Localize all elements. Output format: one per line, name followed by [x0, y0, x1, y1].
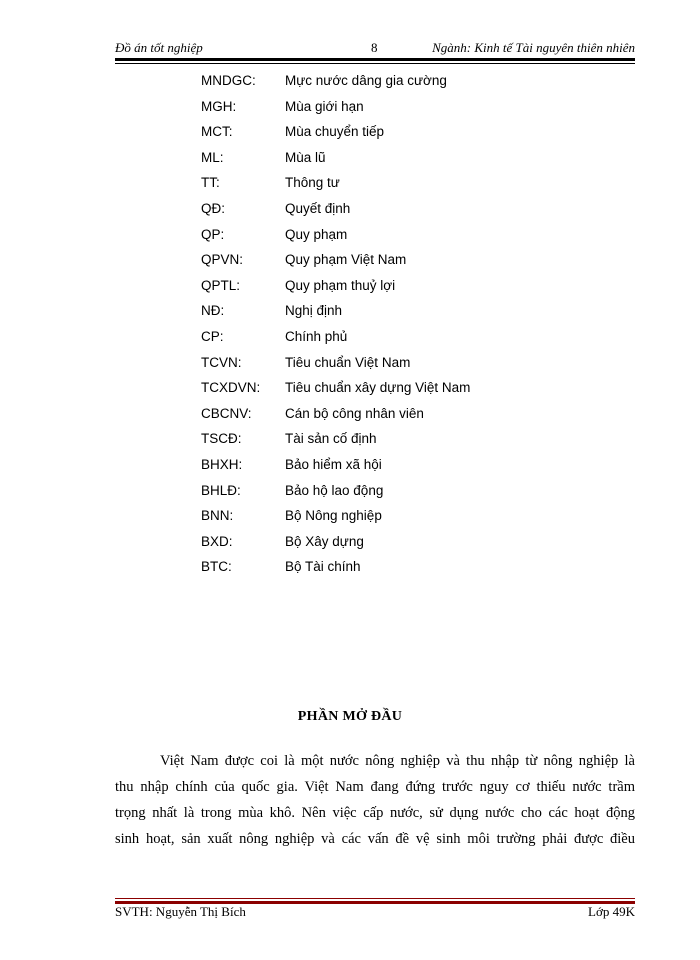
abbreviation-description: Tiêu chuẩn Việt Nam	[285, 354, 411, 370]
abbreviation-code: BXD:	[201, 533, 233, 549]
abbreviation-description: Chính phủ	[285, 328, 348, 344]
abbreviation-row	[201, 199, 541, 225]
abbreviation-row	[201, 429, 541, 455]
abbreviation-row	[201, 532, 541, 558]
paragraph-line: trọng nhất là trong mùa khô. Nên việc cấp nước, sử dụng nước cho các hoạt động	[115, 805, 635, 821]
abbreviation-description: Quy phạm	[285, 226, 348, 242]
abbreviation-description: Cán bộ công nhân viên	[285, 405, 424, 421]
header-rule-thick	[115, 58, 635, 61]
abbreviation-code: MGH:	[201, 98, 237, 114]
abbreviation-code: ML:	[201, 149, 224, 165]
abbreviation-description: Bộ Xây dựng	[285, 533, 364, 549]
paragraph-line: Việt Nam được coi là một nước nông nghiệp và thu nhập từ nông nghiệp là	[160, 753, 635, 769]
abbreviation-row	[201, 327, 541, 353]
abbreviation-code: QPVN:	[201, 252, 244, 268]
header-major-label: Ngành: Kinh tế Tài nguyên thiên nhiên	[432, 40, 635, 55]
abbreviation-code: BHXH:	[201, 456, 243, 472]
abbreviation-description: Mùa giới hạn	[285, 98, 364, 114]
header-rule-thin	[115, 63, 635, 64]
abbreviation-list	[201, 71, 541, 583]
abbreviation-row	[201, 455, 541, 481]
abbreviation-row	[201, 378, 541, 404]
paragraph-line: sinh hoạt, sản xuất nông nghiệp và các vấn đề vệ sinh môi trường phải được điều	[115, 831, 635, 847]
abbreviation-row	[201, 148, 541, 174]
abbreviation-row	[201, 97, 541, 123]
abbreviation-row	[201, 276, 541, 302]
abbreviation-description: Mùa lũ	[285, 149, 326, 165]
abbreviation-code: MNDGC:	[201, 73, 256, 88]
abbreviation-row	[201, 404, 541, 430]
abbreviation-row	[201, 225, 541, 251]
abbreviation-row	[201, 250, 541, 276]
abbreviation-code: TCVN:	[201, 354, 242, 370]
abbreviation-code: TSCĐ:	[201, 431, 242, 447]
abbreviation-code: QPTL:	[201, 277, 241, 293]
abbreviation-code: QP:	[201, 226, 225, 242]
abbreviation-description: Bảo hộ lao động	[285, 482, 384, 498]
abbreviation-code: QĐ:	[201, 200, 226, 216]
intro-paragraph	[115, 748, 635, 852]
abbreviation-row	[201, 557, 541, 583]
paragraph-line: thu nhập chính của quốc gia. Việt Nam đang đứng trước nguy cơ thiếu nước trầm	[115, 779, 635, 795]
abbreviation-row	[201, 122, 541, 148]
abbreviation-description: Quy phạm Việt Nam	[285, 252, 407, 268]
abbreviation-code: MCT:	[201, 124, 233, 140]
abbreviation-row	[201, 481, 541, 507]
abbreviation-code: TT:	[201, 175, 220, 191]
footer-student-name: SVTH: Nguyễn Thị Bích	[115, 904, 246, 919]
abbreviation-code: TCXDVN:	[201, 380, 261, 396]
header-rule	[115, 58, 635, 64]
abbreviation-row	[201, 353, 541, 379]
abbreviation-row	[201, 301, 541, 327]
abbreviation-row	[201, 71, 541, 97]
abbreviation-description: Tài sản cố định	[285, 431, 377, 447]
footer-rule-thin	[115, 898, 635, 899]
header-thesis-label: Đồ án tốt nghiệp	[115, 40, 203, 55]
footer-class: Lớp 49K	[588, 904, 635, 919]
abbreviation-code: CP:	[201, 328, 224, 344]
abbreviation-code: BNN:	[201, 508, 234, 524]
abbreviation-description: Tiêu chuẩn xây dựng Việt Nam	[285, 380, 471, 396]
abbreviation-row	[201, 173, 541, 199]
abbreviation-description: Quyết định	[285, 200, 351, 216]
abbreviation-description: Nghị định	[285, 303, 343, 319]
page-number: 8	[371, 40, 378, 55]
abbreviation-description: Bảo hiểm xã hội	[285, 456, 382, 472]
abbreviation-code: BTC:	[201, 559, 232, 575]
abbreviation-description: Bộ Tài chính	[285, 559, 361, 575]
abbreviation-code: NĐ:	[201, 303, 225, 319]
abbreviation-description: Bộ Nông nghiệp	[285, 508, 382, 524]
abbreviation-description: Thông tư	[285, 175, 340, 191]
abbreviation-description: Mùa chuyển tiếp	[285, 124, 385, 140]
abbreviation-row	[201, 506, 541, 532]
abbreviation-code: BHLĐ:	[201, 482, 241, 498]
abbreviation-description: Quy phạm thuỷ lợi	[285, 277, 396, 293]
abbreviation-description: Mực nước dâng gia cường	[285, 73, 447, 88]
page-header	[115, 40, 635, 60]
section-title: PHẦN MỞ ĐẦU	[297, 709, 403, 724]
abbreviation-code: CBCNV:	[201, 405, 252, 421]
